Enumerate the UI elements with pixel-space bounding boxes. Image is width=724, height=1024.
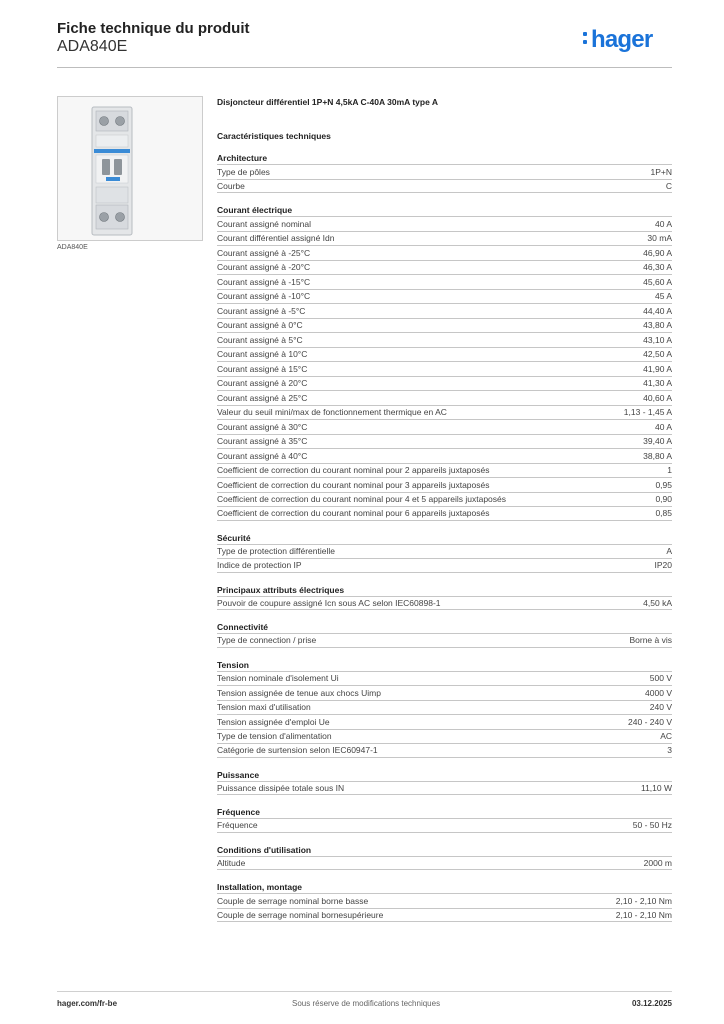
spec-section — [217, 621, 672, 648]
spec-label: Coefficient de correction du courant nominal pour 6 appareils juxtaposés — [217, 508, 490, 519]
spec-value: 40,60 A — [643, 392, 672, 403]
spec-row — [217, 347, 672, 362]
spec-row — [217, 390, 672, 405]
product-reference: ADA840E — [57, 38, 128, 55]
spec-value: 1P+N — [650, 166, 672, 177]
spec-row — [217, 376, 672, 391]
spec-label: Indice de protection IP — [217, 560, 302, 571]
spec-label: Courant assigné à 35°C — [217, 436, 308, 447]
spec-value: 2,10 - 2,10 Nm — [615, 895, 672, 906]
hager-logo — [591, 26, 652, 54]
section-title: Conditions d'utilisation — [217, 844, 312, 855]
spec-value: 41,30 A — [643, 378, 672, 389]
spec-label: Courant assigné à 20°C — [217, 378, 308, 389]
spec-table — [217, 818, 672, 833]
spec-table — [217, 596, 672, 611]
spec-label: Fréquence — [217, 820, 258, 831]
spec-value: 3 — [667, 745, 672, 756]
spec-row — [217, 405, 672, 420]
spec-label: Couple de serrage nominal borne basse — [217, 895, 369, 906]
spec-value: 43,80 A — [643, 320, 672, 331]
spec-row — [217, 216, 672, 231]
spec-value: A — [666, 546, 672, 557]
spec-label: Valeur du seuil mini/max de fonctionnement thermique en AC — [217, 407, 447, 418]
spec-section — [217, 204, 672, 521]
spec-row — [217, 714, 672, 729]
spec-value: 2000 m — [643, 857, 672, 868]
spec-label: Courant assigné à -25°C — [217, 247, 311, 258]
spec-label: Courant assigné à 10°C — [217, 349, 308, 360]
logo-dots-icon — [583, 32, 588, 48]
product-image — [57, 96, 203, 241]
spec-value: 4000 V — [645, 687, 672, 698]
spec-value: 2,10 - 2,10 Nm — [615, 909, 672, 920]
spec-value: 39,40 A — [643, 436, 672, 447]
section-title: Principaux attributs électriques — [217, 584, 345, 595]
spec-row — [217, 743, 672, 758]
spec-label: Type de connection / prise — [217, 635, 317, 646]
spec-section — [217, 152, 672, 193]
spec-value: 1,13 - 1,45 A — [623, 407, 672, 418]
section-title: Connectivité — [217, 622, 269, 632]
spec-row — [217, 260, 672, 275]
spec-label: Courant assigné à 0°C — [217, 320, 303, 331]
specifications-panel — [217, 96, 672, 922]
spec-row — [217, 332, 672, 347]
spec-label: Courant différentiel assigné Idn — [217, 233, 335, 244]
spec-row — [217, 893, 672, 908]
spec-value: IP20 — [654, 560, 672, 571]
spec-table — [217, 633, 672, 648]
spec-label: Courant assigné à 40°C — [217, 450, 308, 461]
spec-row — [217, 231, 672, 246]
spec-label: Type de tension d'alimentation — [217, 731, 332, 742]
spec-row — [217, 245, 672, 260]
spec-row — [217, 448, 672, 463]
spec-value: 46,30 A — [643, 262, 672, 273]
spec-label: Altitude — [217, 857, 246, 868]
spec-label: Courant assigné à -15°C — [217, 276, 311, 287]
footer-website: hager.com/fr-be — [57, 999, 118, 1008]
image-caption: ADA840E — [57, 244, 88, 251]
section-title: Architecture — [217, 153, 268, 163]
spec-row — [217, 506, 672, 521]
spec-value: 0,85 — [655, 508, 672, 519]
spec-label: Tension assignée de tenue aux chocs Uimp — [217, 687, 381, 698]
spec-row — [217, 685, 672, 700]
spec-value: 50 - 50 Hz — [632, 820, 672, 831]
spec-value: 40 A — [654, 421, 672, 432]
spec-value: 45,60 A — [643, 276, 672, 287]
spec-label: Tension assignée d'emploi Ue — [217, 716, 330, 727]
spec-value: 500 V — [649, 673, 672, 684]
spec-label: Coefficient de correction du courant nominal pour 3 appareils juxtaposés — [217, 479, 490, 490]
spec-label: Courant assigné à 30°C — [217, 421, 308, 432]
spec-label: Coefficient de correction du courant nominal pour 2 appareils juxtaposés — [217, 465, 490, 476]
spec-label: Type de pôles — [217, 166, 270, 177]
spec-value: AC — [660, 731, 672, 742]
spec-row — [217, 419, 672, 434]
spec-label: Tension maxi d'utilisation — [217, 702, 311, 713]
spec-value: 240 V — [649, 702, 672, 713]
spec-row — [217, 492, 672, 507]
spec-table — [217, 544, 672, 573]
spec-value: 40 A — [654, 218, 672, 229]
spec-sections — [217, 152, 672, 922]
spec-section — [217, 769, 672, 796]
spec-row — [217, 700, 672, 715]
section-title: Fréquence — [217, 807, 260, 817]
document-title: Fiche technique du produit — [57, 20, 250, 37]
spec-section — [217, 881, 672, 922]
spec-value: 0,90 — [655, 494, 672, 505]
spec-label: Courant assigné à 25°C — [217, 392, 308, 403]
spec-row — [217, 179, 672, 194]
spec-value: 0,95 — [655, 479, 672, 490]
spec-value: 11,10 W — [640, 782, 672, 793]
spec-value: Borne à vis — [629, 635, 672, 646]
spec-row — [217, 477, 672, 492]
spec-label: Courant assigné à -5°C — [217, 305, 306, 316]
spec-table — [217, 893, 672, 922]
spec-label: Courbe — [217, 180, 245, 191]
technical-title: Caractéristiques techniques — [217, 131, 331, 141]
spec-section — [217, 532, 672, 573]
spec-section — [217, 806, 672, 833]
header-divider — [57, 67, 672, 68]
spec-label: Courant assigné à -10°C — [217, 291, 311, 302]
spec-table — [217, 856, 672, 871]
spec-label: Courant assigné nominal — [217, 218, 312, 229]
circuit-breaker-image — [58, 97, 202, 240]
spec-value: 42,50 A — [643, 349, 672, 360]
spec-row — [217, 434, 672, 449]
spec-label: Coefficient de correction du courant nominal pour 4 et 5 appareils juxtaposés — [217, 494, 507, 505]
spec-value: 30 mA — [647, 233, 672, 244]
spec-section — [217, 659, 672, 758]
spec-row — [217, 274, 672, 289]
spec-label: Couple de serrage nominal bornesupérieure — [217, 909, 384, 920]
spec-value: 46,90 A — [643, 247, 672, 258]
spec-label: Courant assigné à 5°C — [217, 334, 303, 345]
spec-row — [217, 818, 672, 833]
spec-label: Courant assigné à 15°C — [217, 363, 308, 374]
spec-section — [217, 844, 672, 871]
spec-section — [217, 584, 672, 611]
spec-value: 4,50 kA — [643, 597, 672, 608]
spec-label: Pouvoir de coupure assigné Icn sous AC selon IEC60898-1 — [217, 597, 441, 608]
spec-value: 1 — [667, 465, 672, 476]
footer-date: 03.12.2025 — [631, 999, 672, 1008]
spec-value: 38,80 A — [643, 450, 672, 461]
spec-row — [217, 558, 672, 573]
footer-notice: Sous réserve de modifications techniques — [292, 999, 441, 1008]
spec-row — [217, 318, 672, 333]
product-title: Disjoncteur différentiel 1P+N 4,5kA C-40A 30mA type A — [217, 97, 438, 107]
section-title: Puissance — [217, 769, 260, 780]
spec-row — [217, 856, 672, 871]
spec-label: Type de protection différentielle — [217, 546, 335, 557]
spec-table — [217, 164, 672, 193]
spec-row — [217, 781, 672, 796]
spec-value: 240 - 240 V — [628, 716, 672, 727]
spec-label: Courant assigné à -20°C — [217, 262, 311, 273]
spec-row — [217, 544, 672, 559]
spec-row — [217, 671, 672, 686]
section-title: Installation, montage — [217, 882, 303, 892]
spec-row — [217, 908, 672, 923]
spec-value: C — [665, 180, 672, 191]
spec-label: Tension nominale d'isolement Ui — [217, 673, 339, 684]
spec-label: Puissance dissipée totale sous IN — [217, 782, 345, 793]
footer-divider — [57, 991, 672, 992]
spec-table — [217, 781, 672, 796]
spec-value: 45 A — [654, 291, 672, 302]
spec-value: 43,10 A — [643, 334, 672, 345]
spec-row — [217, 463, 672, 478]
spec-row — [217, 289, 672, 304]
spec-row — [217, 361, 672, 376]
spec-label: Catégorie de surtension selon IEC60947-1 — [217, 745, 378, 756]
spec-row — [217, 164, 672, 179]
spec-table — [217, 216, 672, 521]
spec-value: 44,40 A — [643, 305, 672, 316]
section-title: Courant électrique — [217, 205, 293, 215]
logo-text: hager — [591, 26, 653, 53]
spec-table — [217, 671, 672, 758]
section-title: Sécurité — [217, 532, 251, 543]
spec-value: 41,90 A — [643, 363, 672, 374]
spec-row — [217, 729, 672, 744]
spec-row — [217, 303, 672, 318]
spec-row — [217, 596, 672, 611]
section-title: Tension — [217, 659, 249, 670]
spec-row — [217, 633, 672, 648]
